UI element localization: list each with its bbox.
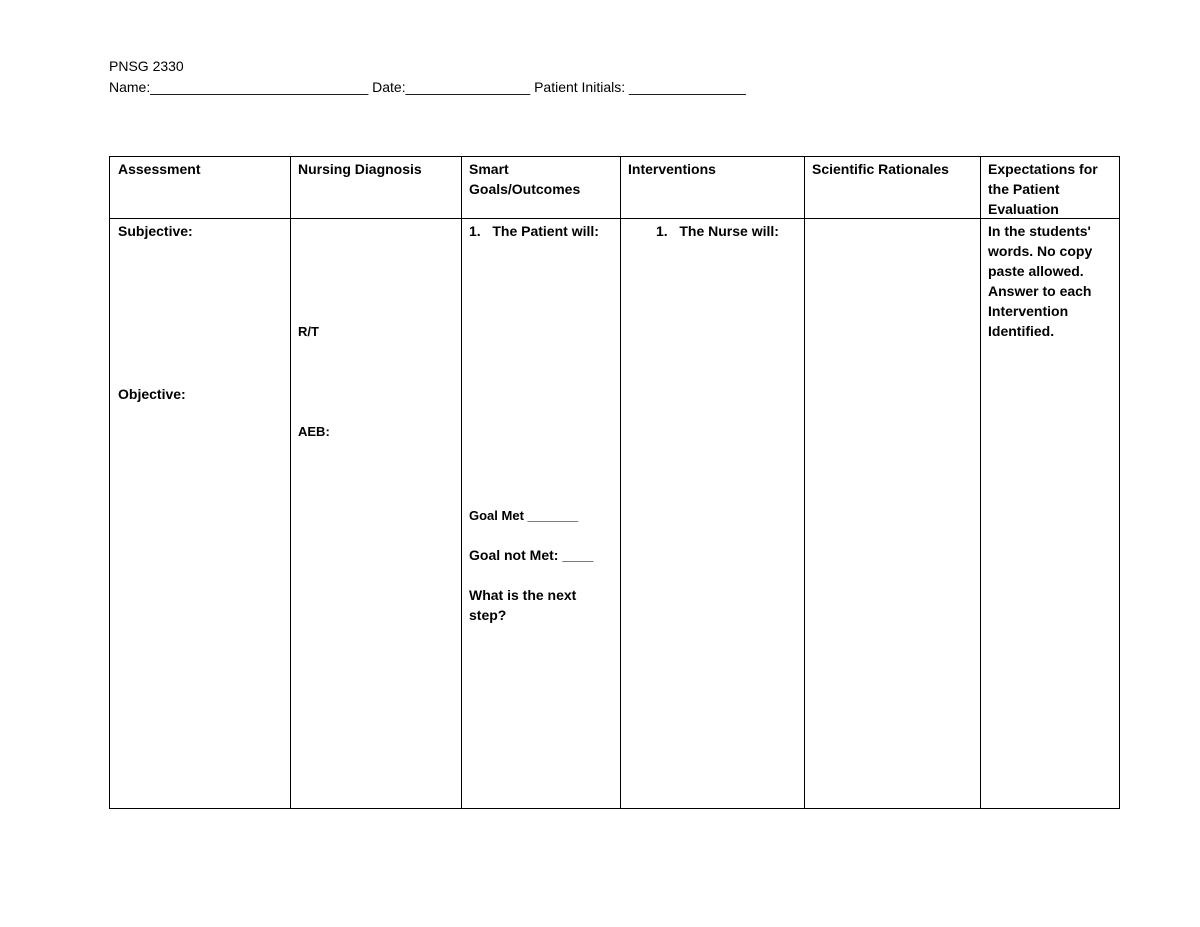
column-divider <box>290 157 291 808</box>
header-assessment: Assessment <box>118 161 201 177</box>
column-divider <box>804 157 805 808</box>
next-step-prompt: What is the next step? <box>469 587 577 623</box>
patient-will-item: 1. The Patient will: <box>469 223 599 239</box>
header-row-divider <box>110 218 1119 219</box>
goal-met-field: Goal Met _______ <box>469 508 579 523</box>
expectations-note: In the students' words. No copy paste allowed. Answer to each Intervention Identified. <box>988 223 1093 339</box>
column-divider <box>620 157 621 808</box>
objective-label: Objective: <box>118 386 186 402</box>
header-smart-goals: Smart Goals/Outcomes <box>469 161 581 197</box>
header-expectations: Expectations for the Patient Evaluation <box>988 161 1098 217</box>
related-to-label: R/T <box>298 324 319 339</box>
subjective-label: Subjective: <box>118 223 193 239</box>
course-code: PNSG 2330 <box>109 58 184 74</box>
column-divider <box>980 157 981 808</box>
header-interventions: Interventions <box>628 161 716 177</box>
header-scientific-rationales: Scientific Rationales <box>812 161 949 177</box>
header-nursing-diagnosis: Nursing Diagnosis <box>298 161 422 177</box>
nurse-will-item: 1. The Nurse will: <box>656 223 779 239</box>
goal-not-met-field: Goal not Met: ____ <box>469 547 594 563</box>
column-divider <box>461 157 462 808</box>
as-evidenced-by-label: AEB: <box>298 424 330 439</box>
care-plan-table <box>109 156 1120 809</box>
student-info-line: Name:____________________________ Date:________________ Patient Initials: _______________ <box>109 79 746 95</box>
